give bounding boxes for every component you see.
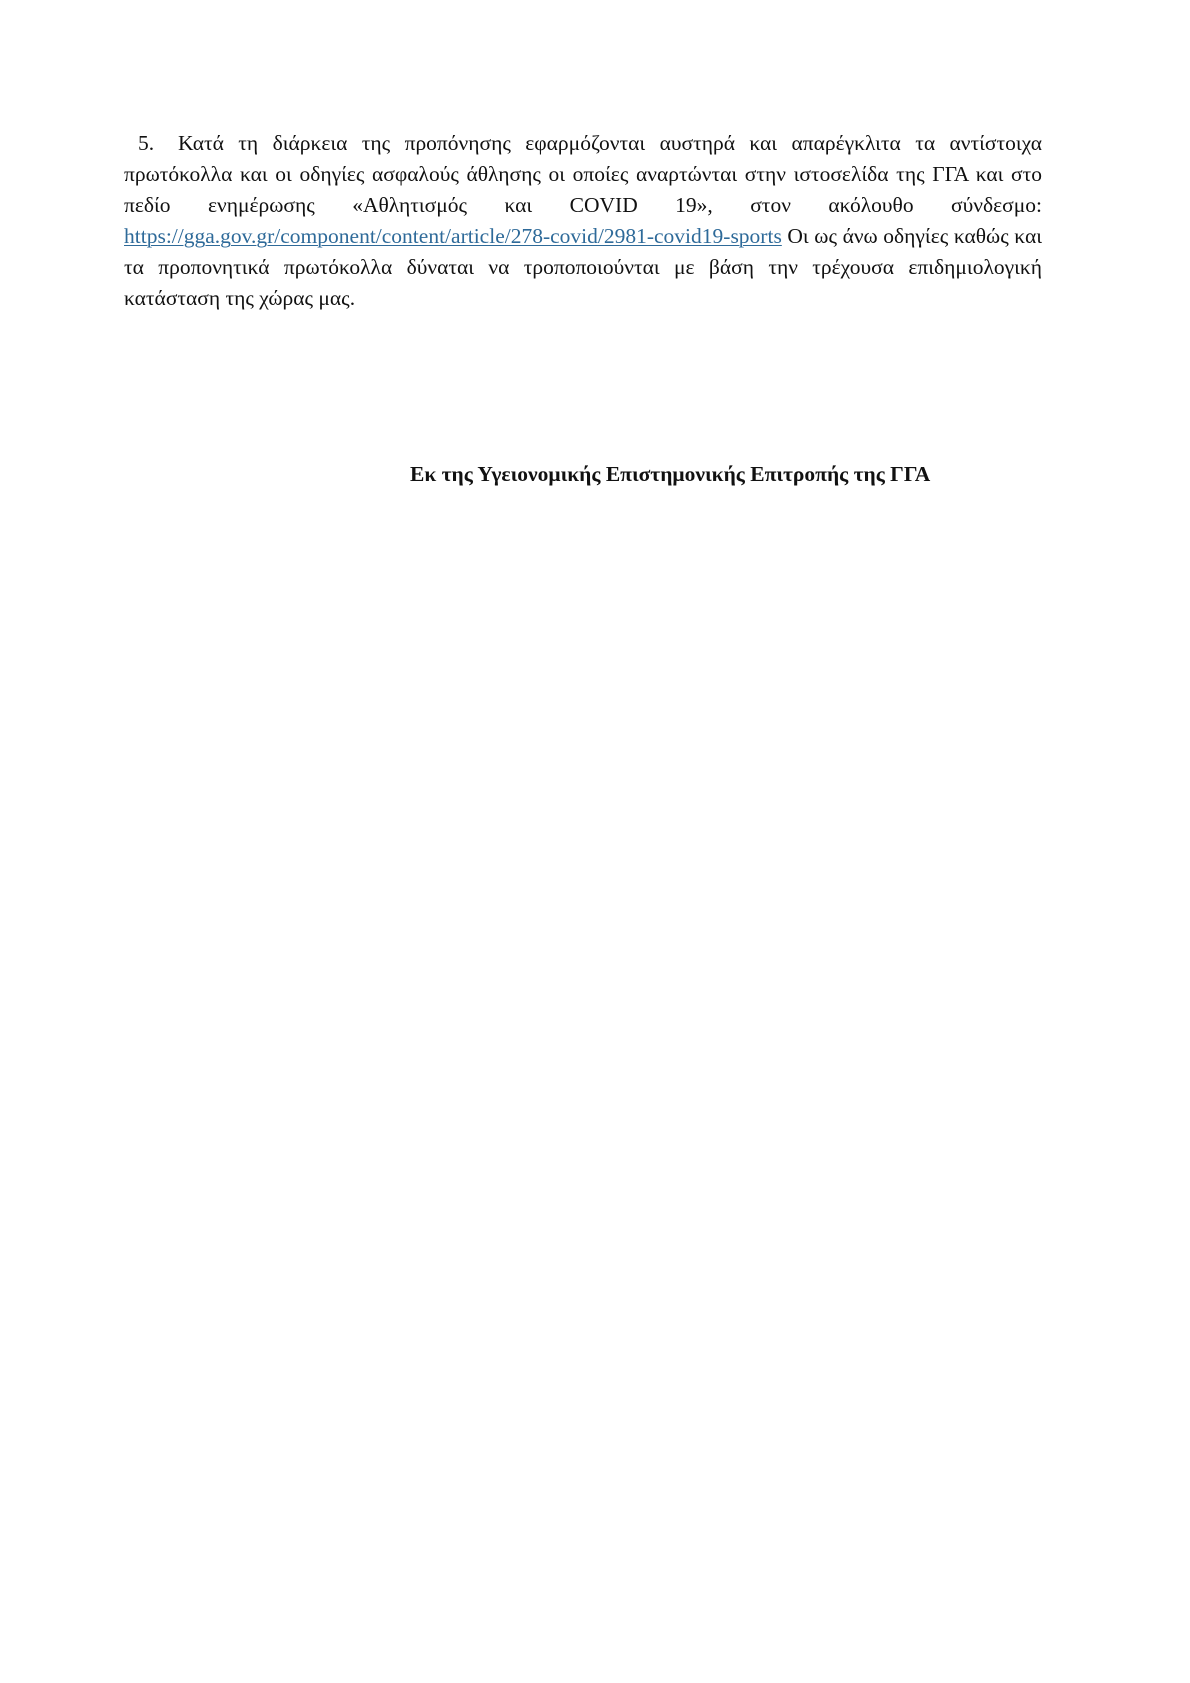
paragraph-text-before-link: Κατά τη διάρκεια της προπόνησης εφαρμόζονται αυστηρά και απαρέγκλιτα τα αντίστοιχα πρωτόκολλα και οι οδηγίες ασφαλούς άθλησης οι οποίες αναρτώνται στην ιστοσελίδα της ΓΓΑ και στο πεδίο ενημέρωσης «Αθλητισμός και COVID 19», στον ακόλουθο σύνδεσμο: <box>124 131 1042 217</box>
paragraph-text-after-link: Οι ως άνω οδηγίες καθώς και τα προπονητικά πρωτόκολλα δύναται να τροποποιούνται με βάση την τρέχουσα επιδημιολογική κατάσταση της χώρας μας. <box>124 224 1042 310</box>
numbered-paragraph <box>124 128 1042 314</box>
signature-line: Εκ της Υγειονομικής Επιστημονικής Επιτροπής της ΓΓΑ <box>410 462 931 486</box>
covid-sports-link[interactable]: https://gga.gov.gr/component/content/article/278-covid/2981-covid19-sports <box>124 224 782 248</box>
item-number: 5. <box>138 131 155 155</box>
